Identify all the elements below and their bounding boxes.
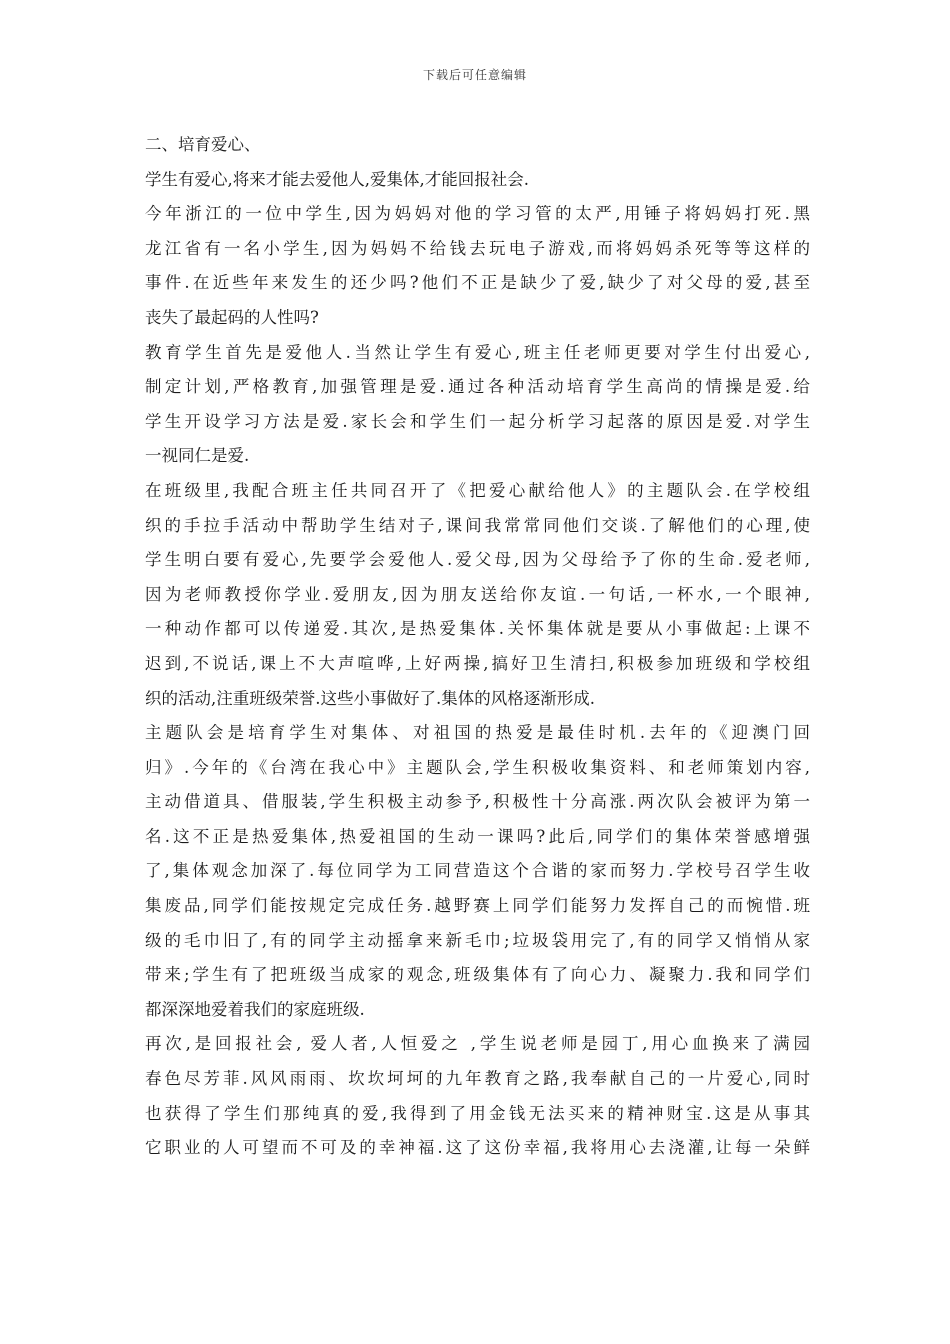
text-line: 带来;学生有了把班级当成家的观念,班级集体有了向心力、凝聚力.我和同学们 bbox=[145, 965, 810, 985]
text-line: 归》.今年的《台湾在我心中》主题队会,学生积极收集资料、和老师策划内容, bbox=[145, 757, 810, 777]
text-line: 教育学生首先是爱他人.当然让学生有爱心,班主任老师更要对学生付出爱心, bbox=[145, 342, 810, 362]
text-line: 因为老师教授你学业.爱朋友,因为朋友送给你友谊.一句话,一杯水,一个眼神, bbox=[145, 584, 810, 604]
text-line: 织的手拉手活动中帮助学生结对子,课间我常常同他们交谈.了解他们的心理,使 bbox=[145, 515, 810, 535]
text-line: 主动借道具、借服装,学生积极主动参予,积极性十分高涨.两次队会被评为第一 bbox=[145, 792, 810, 812]
text-line: 了,集体观念加深了.每位同学为工同营造这个合谐的家而努力.学校号召学生收 bbox=[145, 861, 810, 881]
text-line: 学生有爱心,将来才能去爱他人,爱集体,才能回报社会. bbox=[145, 169, 529, 189]
document-body bbox=[145, 128, 810, 1166]
text-line: 一种动作都可以传递爱.其次,是热爱集体.关怀集体就是要从小事做起:上课不 bbox=[145, 619, 810, 639]
text-line: 都深深地爱着我们的家庭班级. bbox=[145, 999, 365, 1019]
text-line: 春色尽芳菲.风风雨雨、坎坎坷坷的九年教育之路,我奉献自己的一片爱心,同时 bbox=[145, 1069, 810, 1089]
text-line: 它职业的人可望而不可及的幸神福.这了这份幸福,我将用心去浇灌,让每一朵鲜 bbox=[145, 1138, 810, 1158]
text-line: 在班级里,我配合班主任共同召开了《把爱心献给他人》的主题队会.在学校组 bbox=[145, 480, 810, 500]
text-line: 学生开设学习方法是爱.家长会和学生们一起分析学习起落的原因是爱.对学生 bbox=[145, 411, 810, 431]
text-line: 今年浙江的一位中学生,因为妈妈对他的学习管的太严,用锤子将妈妈打死.黑 bbox=[145, 204, 810, 224]
text-line: 主题队会是培育学生对集体、对祖国的热爱是最佳时机.去年的《迎澳门回 bbox=[145, 723, 810, 743]
text-line: 迟到,不说话,课上不大声喧哗,上好两操,搞好卫生清扫,积极参加班级和学校组 bbox=[145, 653, 810, 673]
text-line: 再次,是回报社会, 爱人者,人恒爱之 ,学生说老师是园丁,用心血换来了满园 bbox=[145, 1034, 810, 1054]
text-line: 一视同仁是爱. bbox=[145, 446, 250, 466]
text-line: 龙江省有一名小学生,因为妈妈不给钱去玩电子游戏,而将妈妈杀死等等这样的 bbox=[145, 238, 810, 258]
text-line: 二、培育爱心、 bbox=[145, 135, 261, 154]
text-line: 也获得了学生们那纯真的爱,我得到了用金钱无法买来的精神财宝.这是从事其 bbox=[145, 1103, 810, 1123]
text-line: 集废品,同学们能按规定完成任务.越野赛上同学们能努力发挥自己的而惋惜.班 bbox=[145, 896, 810, 916]
page-header: 下载后可任意编辑 bbox=[422, 68, 527, 82]
text-line: 织的活动,注重班级荣誉.这些小事做好了.集体的风格逐渐形成. bbox=[145, 688, 595, 708]
text-line: 制定计划,严格教育,加强管理是爱.通过各种活动培育学生高尚的情操是爱.给 bbox=[145, 377, 810, 397]
text-line: 级的毛巾旧了,有的同学主动摇拿来新毛巾;垃圾袋用完了,有的同学又悄悄从家 bbox=[145, 930, 810, 950]
text-line: 名.这不正是热爱集体,热爱祖国的生动一课吗?此后,同学们的集体荣誉感增强 bbox=[145, 826, 810, 846]
text-line: 丧失了最起码的人性吗? bbox=[145, 307, 319, 327]
text-line: 学生明白要有爱心,先要学会爱他人.爱父母,因为父母给予了你的生命.爱老师, bbox=[145, 550, 810, 570]
text-line: 事件.在近些年来发生的还少吗?他们不正是缺少了爱,缺少了对父母的爱,甚至 bbox=[145, 273, 810, 293]
